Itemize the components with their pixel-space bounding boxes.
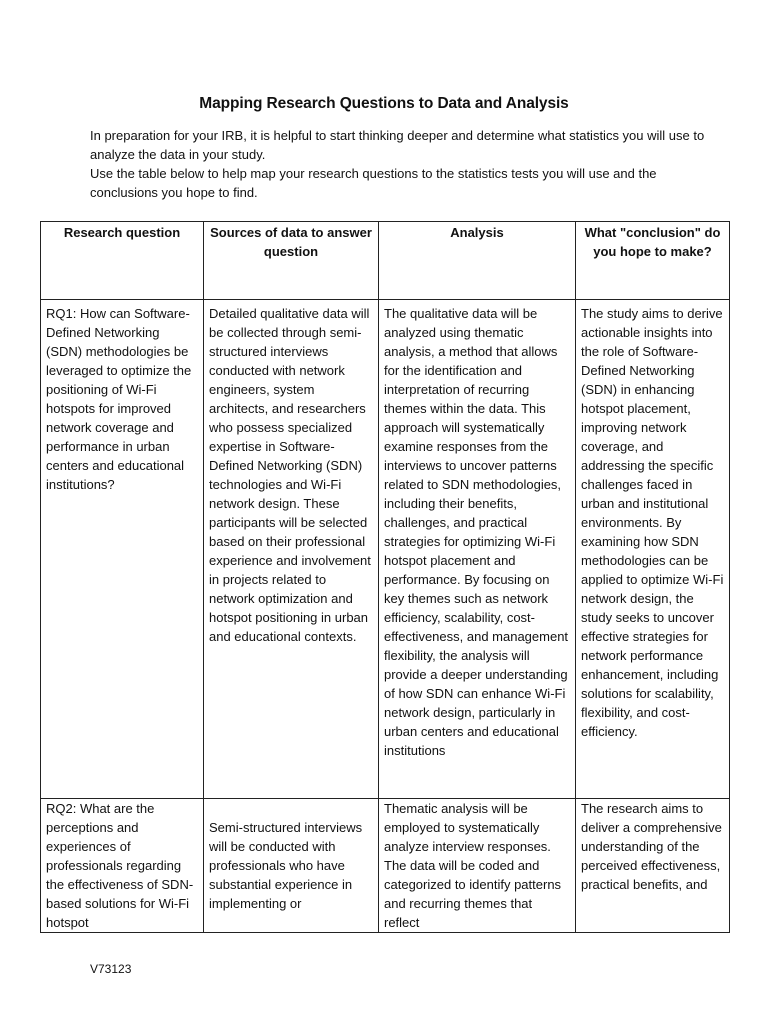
cell-sources: Detailed qualitative data will be collected through semi-structured interviews conducted with network engineers, system architects, and researchers who possess specialized expertise in Software-Defined Networking (SDN) technologies and Wi-Fi network design. These participants will be selected based on their professional experience and involvement in projects related to network optimization and hotspot positioning in urban and educational contexts. — [204, 300, 379, 799]
cell-conclusion: The study aims to derive actionable insights into the role of Software-Defined Networking (SDN) in enhancing hotspot placement, improving network coverage, and addressing the specific challenges faced in urban and institutional environments. By examining how SDN methodologies can be applied to optimize Wi-Fi network design, the study seeks to uncover effective strategies for network performance enhancement, including solutions for scalability, flexibility, and cost-efficiency. — [576, 300, 730, 799]
header-sources-of-data: Sources of data to answer question — [204, 222, 379, 300]
intro-paragraph-1: In preparation for your IRB, it is helpful to start thinking deeper and determine what statistics you will use to analyze the data in your study. — [90, 128, 705, 162]
cell-question: RQ1: How can Software-Defined Networking (SDN) methodologies be leveraged to optimize the positioning of Wi-Fi hotspots for improved network coverage and performance in urban centers and educational institutions? — [41, 300, 204, 799]
intro-text — [90, 126, 710, 202]
page-title: Mapping Research Questions to Data and Analysis — [199, 95, 569, 112]
cell-analysis: The qualitative data will be analyzed using thematic analysis, a method that allows for the identification and interpretation of recurring themes within the data. This approach will systematically examine responses from the interviews to uncover patterns related to SDN methodologies, including their benefits, challenges, and practical strategies for optimizing Wi-Fi hotspot placement and performance. By focusing on key themes such as network efficiency, scalability, cost-effectiveness, and management flexibility, the analysis will provide a deeper understanding of how SDN can enhance Wi-Fi network design, particularly in urban centers and educational institutions — [379, 300, 576, 799]
cell-question: RQ2: What are the perceptions and experiences of professionals regarding the effectiveness of SDN-based solutions for Wi-Fi hotspot — [41, 799, 204, 933]
cell-sources — [204, 799, 379, 933]
document-code: V73123 — [90, 962, 132, 976]
table-row — [41, 799, 730, 933]
cell-conclusion: The research aims to deliver a comprehensive understanding of the perceived effectiveness, practical benefits, and — [576, 799, 730, 933]
header-conclusion: What "conclusion" do you hope to make? — [576, 222, 730, 300]
header-research-question: Research question — [41, 222, 204, 300]
cell-sources-text: Semi-structured interviews will be conducted with professionals who have substantial experience in implementing or — [209, 820, 363, 911]
cell-analysis: Thematic analysis will be employed to systematically analyze interview responses. The data will be coded and categorized to identify patterns and recurring themes that reflect — [379, 799, 576, 933]
intro-paragraph-2: Use the table below to help map your research questions to the statistics tests you will use and the conclusions you hope to find. — [90, 166, 657, 200]
table-row — [41, 300, 730, 799]
table-header-row — [41, 222, 730, 300]
header-analysis: Analysis — [379, 222, 576, 300]
mapping-table — [40, 221, 730, 933]
